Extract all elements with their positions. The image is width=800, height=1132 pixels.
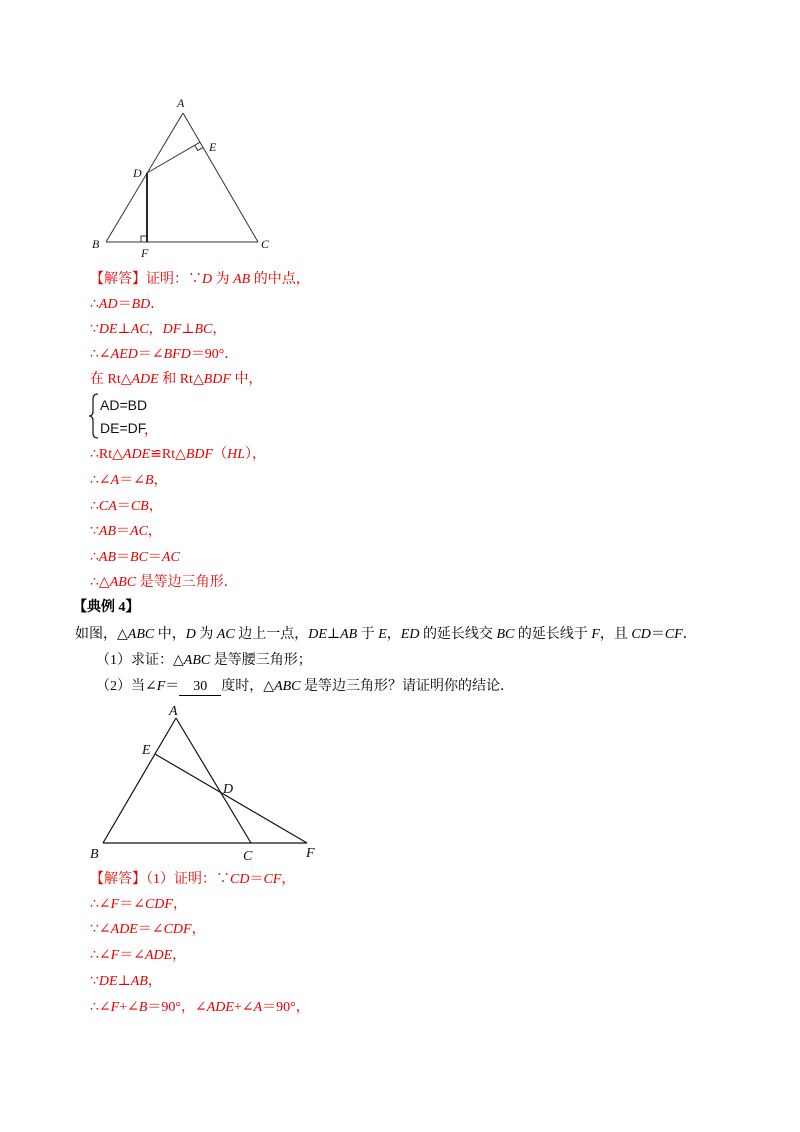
label-b: B: [92, 237, 100, 251]
solution2-line: ∴∠F+∠B＝90°，∠ADE+∠A＝90°，: [90, 1000, 310, 1015]
segment-ab: [106, 113, 183, 242]
solution2-line: 【解答】（1）证明：∵CD＝CF，: [90, 872, 296, 887]
label-e: E: [142, 743, 151, 758]
solution1-line: ∴△ABC 是等边三角形．: [90, 575, 238, 590]
solution1-line: 【解答】证明：∵D 为 AB 的中点，: [90, 272, 310, 287]
equation-ad-bd: AD=BD: [100, 397, 148, 413]
solution2-line: ∵∠ADE＝∠CDF，: [90, 922, 206, 937]
problem-part-2: [96, 678, 514, 696]
solution1-line: ∴CA＝CB，: [90, 499, 163, 514]
answer-blank: 30: [179, 679, 221, 696]
solution1-line: ∵AB＝AC，: [90, 524, 162, 539]
system-comma: ，: [144, 423, 158, 438]
problem-part-1: （1）求证：△ABC 是等腰三角形；: [96, 653, 312, 668]
segment-ac: [183, 113, 258, 242]
label-c: C: [243, 849, 253, 864]
example-heading: 【典例 4】: [73, 600, 140, 615]
label-a: A: [169, 704, 178, 719]
part2-suffix: 度时，△ABC 是等边三角形？请证明你的结论．: [221, 679, 515, 694]
equation-de-df: DE=DF: [100, 420, 147, 436]
solution1-line: 在 Rt△ADE 和 Rt△BDF 中，: [90, 372, 263, 387]
solution1-line: ∴AD＝BD．: [90, 297, 165, 312]
part2-prefix: （2）当∠F＝: [96, 679, 180, 694]
segment-ac: [176, 718, 251, 843]
solution1-line: ∴AB＝BC＝AC: [90, 550, 180, 565]
solution2-line: ∴∠F＝∠CDF，: [90, 897, 187, 912]
label-d: D: [223, 782, 234, 797]
label-e: E: [209, 140, 217, 154]
solution1-line: ∵DE⊥AC，DF⊥BC，: [90, 322, 227, 337]
solution2-line: ∵DE⊥AB，: [90, 974, 162, 989]
figure-triangle-abc-2: [85, 700, 325, 865]
solution1-line: ∴∠A＝∠B，: [90, 473, 168, 488]
label-f: F: [306, 846, 315, 861]
equation-system-brace: [88, 393, 100, 439]
label-b: B: [90, 847, 99, 862]
segment-de: [147, 142, 200, 173]
segment-ef: [155, 754, 307, 843]
segment-ab: [103, 718, 176, 843]
solution1-line: ∴Rt△ADE≌Rt△BDF（HL），: [90, 447, 266, 462]
label-d: D: [133, 166, 142, 180]
label-f: F: [141, 246, 149, 260]
label-c: C: [261, 237, 270, 251]
figure-triangle-abc-1: [85, 92, 285, 262]
problem-statement: 如图，△ABC 中，D 为 AC 边上一点，DE⊥AB 于 E，ED 的延长线交 BC 的延长线于 F，且 CD＝CF．: [75, 627, 697, 642]
label-a: A: [177, 96, 185, 110]
solution1-line: ∴∠AED＝∠BFD＝90°．: [90, 347, 239, 362]
solution2-line: ∴∠F＝∠ADE，: [90, 948, 187, 963]
